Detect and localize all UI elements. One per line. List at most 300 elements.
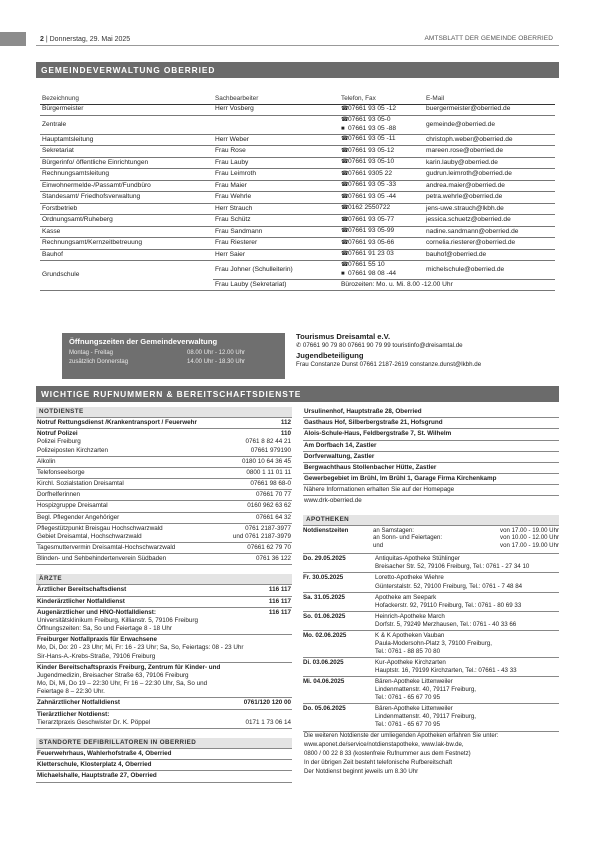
entry-value: 0761 36 122	[255, 555, 291, 563]
office-name: Ordnungsamt/Ruheberg	[40, 215, 213, 227]
pharmacy-line: Bären-Apotheke Littenweiler	[375, 678, 453, 686]
phone-number: 07661 9305 22	[348, 169, 393, 177]
pharmacy-details	[375, 705, 559, 729]
pharmacy-date: Do. 05.06.2025	[303, 705, 346, 713]
phone-line	[341, 227, 422, 236]
opening-hours-time: 14.00 Uhr - 18.30 Uhr	[187, 358, 246, 365]
service-entry	[36, 457, 292, 468]
phone-line	[341, 270, 422, 279]
service-entry	[36, 635, 292, 663]
office-person: Frau Sandmann	[213, 226, 339, 238]
phone-number: 07661 98 08 -44	[348, 269, 397, 277]
office-row	[40, 203, 555, 215]
office-name: Kasse	[40, 226, 213, 238]
defi-heading: STANDORTE DEFIBRILLATOREN IN OBERRIED	[36, 738, 292, 749]
defibrillator-location: Michaelshalle, Hauptstraße 27, Oberried	[36, 771, 292, 782]
office-name: Rechnungsamt/Kernzeitbetreuung	[40, 238, 213, 250]
office-name: Forstbetrieb	[40, 203, 213, 215]
phone-line	[341, 239, 422, 248]
phone-line	[341, 204, 422, 213]
entry-line	[37, 502, 291, 510]
office-person: Frau Lauby	[213, 157, 339, 169]
entry-label: Notruf Polizei	[37, 430, 78, 438]
youth-contact: Frau Constanze Dunst 07661 2187-2619 constanze.dunst@lkbh.de	[296, 360, 482, 368]
office-row	[40, 180, 555, 192]
entry-label: Notruf Rettungsdienst /Krankentransport / Feuerwehr	[37, 419, 197, 426]
office-email[interactable]: petra.wehrle@oberried.de	[424, 192, 555, 204]
more-info-text: Nähere Informationen erhalten Sie auf der Homepage	[303, 485, 559, 496]
phone-number: 07661 93 05-66	[348, 238, 395, 246]
pharmacy-footer-line: Die weiteren Notdienste der umliegenden Apotheken erfahren Sie unter:	[304, 732, 499, 739]
phone-line	[341, 105, 422, 114]
phone-number: 07661 93 05 -12	[348, 105, 397, 113]
pharmacy-details	[375, 555, 559, 571]
office-email[interactable]: cornelia.riesterer@oberried.de	[424, 238, 555, 250]
service-day: an Samstagen:	[373, 526, 414, 534]
page-header	[0, 32, 595, 46]
office-name: Grundschule	[40, 261, 213, 291]
entry-sublabel: Sir-Hans-A.-Krebs-Straße, 79106 Freiburg	[37, 652, 156, 660]
service-entry	[36, 663, 292, 699]
defibrillator-location: Feuerwehrhaus, Wahlerhofstraße 4, Oberried	[36, 749, 292, 760]
entry-subvalue: 07661 979190	[250, 446, 291, 454]
phone-icon: ☎	[341, 205, 349, 212]
phone-number: 07661 93 05-10	[348, 158, 395, 166]
school-office-hours: Bürozeiten: Mo. u. Mi. 8.00 -12.00 Uhr	[339, 279, 555, 291]
pharmacy-footer-line: Der Notdienst beginnt jeweils um 8.30 Uhr	[304, 767, 419, 775]
office-phone	[339, 261, 424, 280]
office-phone	[339, 215, 424, 227]
office-row	[40, 215, 555, 227]
entry-line	[37, 514, 291, 522]
col-header: E-Mail	[424, 94, 555, 104]
office-person: Frau Maier	[213, 180, 339, 192]
office-phone	[339, 116, 424, 135]
entry-value: 116 117	[268, 586, 291, 594]
pharmacy-line: Breisacher Str. 52, 79106 Freiburg, Tel.: 0761 - 27 34 10	[375, 563, 530, 571]
pharmacy-line: Loretto-Apotheke Wiehre	[375, 574, 444, 582]
office-directory-table	[40, 94, 555, 291]
phone-number: 07661 91 23 03	[348, 250, 394, 258]
pharmacy-footer-line: In der übrigen Zeit besteht telefonische Rufbereitschaft	[304, 758, 453, 766]
office-name: Rechnungsamtsleitung	[40, 169, 213, 181]
opening-hours-box	[62, 333, 285, 379]
phone-number: 07661 93 05-0	[348, 116, 391, 123]
issue-date: Donnerstag, 29. Mai 2025	[49, 36, 131, 43]
entry-label: Begl. Pflegender Angehöriger	[37, 513, 120, 521]
phone-icon: ☎	[341, 147, 349, 154]
office-person: Frau Lauby (Sekretariat)	[213, 279, 339, 291]
office-row	[40, 146, 555, 158]
service-time: von 17.00 - 19.00 Uhr	[500, 542, 559, 550]
phone-number: 0162 2550722	[348, 204, 391, 212]
office-email[interactable]: mareen.rose@oberried.de	[424, 146, 555, 158]
office-phone	[339, 134, 424, 146]
entry-value: 116 117	[268, 597, 291, 605]
entry-label: Augenärztlicher und HNO-Notfalldienst:	[37, 608, 156, 616]
publication-title: AMTSBLATT DER GEMEINDE OBERRIED	[424, 35, 553, 42]
phone-icon: ☎	[341, 216, 349, 223]
office-row	[40, 169, 555, 181]
office-row	[40, 192, 555, 204]
phone-line	[341, 261, 422, 270]
entry-label: Freiburger Notfallpraxis für Erwachsene	[37, 636, 158, 644]
pharmacy-date: Mi. 04.06.2025	[303, 678, 345, 686]
phone-number: 07661 93 05 -44	[348, 192, 397, 200]
office-row	[40, 134, 555, 146]
phone-icon: ☎	[341, 239, 349, 246]
pharmacy-row	[303, 658, 559, 677]
defibrillator-location: Dorfverwaltung, Zastler	[303, 452, 559, 463]
col-header: Telefon, Fax	[339, 94, 424, 104]
entry-subline	[37, 680, 291, 688]
defibrillator-location: Alois-Schule-Haus, Feldbergstraße 7, St. Wilhelm	[303, 429, 559, 440]
pharmacy-date: Mo. 02.06.2025	[303, 631, 347, 639]
service-entry	[36, 501, 292, 512]
office-email[interactable]: andrea.maier@oberried.de	[424, 180, 555, 192]
entry-subline	[37, 625, 291, 633]
entry-line	[37, 469, 291, 477]
phone-line	[341, 181, 422, 190]
phone-number: 07661 93 05-12	[348, 146, 395, 154]
phone-line	[341, 158, 422, 167]
page-info: 2 | Donnerstag, 29. Mai 2025	[40, 36, 131, 43]
header-rule	[36, 45, 559, 46]
office-person: Herr Strauch	[213, 203, 339, 215]
office-row	[40, 104, 555, 116]
service-entry	[36, 597, 292, 608]
pharmacy-date: Sa. 31.05.2025	[303, 593, 345, 601]
admin-section-title: GEMEINDEVERWALTUNG OBERRIED	[36, 62, 559, 78]
office-phone	[339, 192, 424, 204]
office-phone	[339, 226, 424, 238]
pharmacy-line: Tel.: 0761 - 65 67 70 95	[375, 721, 441, 729]
office-name: Bürgermeister	[40, 104, 213, 116]
entry-subvalue: 0761 8 82 44 21	[245, 438, 291, 446]
pharmacy-details	[375, 613, 559, 629]
entry-label: Tagesmuttervermin Dreisamtal-Hochschwarzwald	[37, 544, 176, 552]
entry-sublabel: Mo, Di, Mi, Do 19 – 22:30 Uhr, Fr 16 – 22:30 Uhr, Sa, So und	[37, 680, 208, 688]
entry-label: Zahnärztlicher Notfalldienst	[37, 699, 120, 707]
phone-icon: ☎	[341, 170, 349, 177]
entry-value: 116 117	[268, 608, 291, 616]
opening-hours-label: zusätzlich Donnerstag	[69, 358, 129, 365]
pharmacy-date: So. 01.06.2025	[303, 612, 346, 620]
phone-number: 07661 93 05 -11	[348, 135, 396, 143]
defibrillator-location: Kletterschule, Klosterplatz 4, Oberried	[36, 760, 292, 771]
entry-label: Pflegestützpunkt Breisgau Hochschwarzwald	[37, 524, 163, 532]
entry-line	[37, 711, 291, 719]
office-email[interactable]: gemeinde@oberried.de	[424, 116, 555, 135]
office-email[interactable]: christoph.weber@oberried.de	[424, 134, 555, 146]
pharmacy-row	[303, 704, 559, 731]
pharmacy-line: Lindenmattenstr. 40, 79117 Freiburg,	[375, 686, 477, 694]
office-email[interactable]: jessica.schuetz@oberried.de	[424, 215, 555, 227]
phone-icon: ☎	[341, 251, 349, 258]
entry-label: Blinden- und Sehbehindertenverein Südbaden	[37, 555, 167, 563]
office-person: Frau Rose	[213, 146, 339, 158]
entry-value: 07661 98 68-0	[250, 480, 291, 488]
phone-icon: ☎	[341, 106, 349, 113]
pharmacy-line: Heinrich-Apotheke March	[375, 612, 445, 620]
service-entry	[36, 698, 292, 709]
service-entry	[36, 543, 292, 554]
phone-number: 07661 93 05 -33	[348, 181, 397, 189]
office-email[interactable]: jens-uwe.strauch@lkbh.de	[424, 203, 555, 215]
defibrillator-location: Gasthaus Hof, Silberbergstraße 21, Hofsgrund	[303, 418, 559, 429]
entry-subvalue: 0171 1 73 06 14	[245, 718, 291, 726]
entry-subvalue: und 0761 2187-3979	[232, 532, 291, 540]
office-name: Sekretariat	[40, 146, 213, 158]
office-person: Frau Riesterer	[213, 238, 339, 250]
opening-hours-row	[69, 350, 278, 359]
entry-line	[37, 430, 291, 438]
phone-line	[341, 216, 422, 225]
entry-value: 0761/120 120 00	[243, 699, 291, 707]
tourism-info	[296, 332, 556, 370]
office-phone	[339, 180, 424, 192]
office-name: Bauhof	[40, 249, 213, 261]
entry-line	[37, 699, 291, 707]
pharmacy-line: Antiquitas-Apotheke Stühlinger	[375, 555, 460, 563]
entry-label: Kinder Bereitschaftspraxis Freiburg, Zentrum für Kinder- und	[37, 663, 221, 671]
pharmacy-date: Di. 03.06.2025	[303, 659, 344, 666]
pharmacy-line: Tel.: 0761 - 88 85 70 80	[375, 647, 441, 655]
phone-icon: ☎	[341, 182, 349, 189]
service-entry	[36, 429, 292, 457]
pharmacy-row	[303, 612, 559, 631]
office-phone	[339, 203, 424, 215]
pharmacy-row	[303, 573, 559, 592]
entry-value: 110	[280, 430, 291, 438]
service-hours-label: Notdienstzeiten	[303, 526, 349, 534]
entry-label: Kinderärztlicher Notfalldienst	[37, 597, 125, 605]
pharmacy-details	[375, 678, 559, 702]
apotheken-heading: APOTHEKEN	[303, 515, 559, 526]
office-row	[40, 157, 555, 169]
service-day: und	[373, 542, 384, 550]
service-time: von 17.00 - 19.00 Uhr	[500, 526, 559, 534]
entry-label: Kirchl. Sozialstation Dreisamtal	[37, 480, 124, 488]
phone-icon: ☎	[341, 136, 349, 143]
service-entry	[36, 513, 292, 524]
right-column	[303, 407, 559, 776]
office-email[interactable]: michelschule@oberried.de	[424, 261, 555, 280]
entry-line	[37, 664, 291, 672]
defibrillator-location: Gewerbegebiet im Brühl, Im Brühl 1, Garage Firma Kirchenkamp	[303, 474, 559, 485]
entry-value: 0761 2187-3977	[245, 524, 291, 532]
service-entry	[36, 608, 292, 636]
entry-subline	[37, 653, 291, 661]
office-row	[40, 116, 555, 135]
entry-value: 0180 10 64 36 45	[241, 457, 291, 465]
entry-value: 112	[280, 419, 291, 426]
service-day: an Sonn- und Feiertagen:	[373, 534, 443, 542]
pharmacy-line: Dorfstr. 5, 79249 Merzhausen, Tel.: 0761 - 40 33 66	[375, 620, 517, 628]
phone-number: 07661 93 05 -88	[348, 124, 397, 132]
col-header: Sachbearbeiter	[213, 94, 339, 104]
office-phone	[339, 157, 424, 169]
entry-label: Dorfhelferinnen	[37, 491, 81, 499]
left-column	[36, 407, 292, 783]
entry-label: Telefonseelsorge	[37, 468, 85, 476]
pharmacy-footer-line: 0800 / 00 22 8 33 (kostenfreie Rufnummer aus dem Festnetz)	[304, 749, 471, 757]
pharmacy-details	[375, 594, 559, 610]
entry-sublabel: Universitätsklinikum Freiburg, Killianstr. 5, 79106 Freiburg	[37, 616, 198, 624]
office-person: Herr Saier	[213, 249, 339, 261]
fax-icon: ■	[341, 270, 345, 277]
numbers-section-title: WICHTIGE RUFNUMMERN & BEREITSCHAFTSDIENSTE	[36, 386, 559, 402]
entry-subline	[37, 644, 291, 652]
entry-line	[37, 525, 291, 533]
office-name: Bürgerinfo/ öffentliche Einrichtungen	[40, 157, 213, 169]
office-phone	[339, 146, 424, 158]
office-person: Frau Johner (Schulleiterin)	[213, 261, 339, 280]
service-entry	[36, 710, 292, 729]
pharmacy-line: K & K Apotheken Vauban	[375, 631, 445, 639]
notdienste-heading: NOTDIENSTE	[36, 407, 292, 418]
office-person: Frau Schütz	[213, 215, 339, 227]
office-phone	[339, 104, 424, 116]
office-row	[40, 226, 555, 238]
pharmacy-row	[303, 554, 559, 573]
pharmacy-row	[303, 593, 559, 612]
entry-sublabel: Polizeiposten Kirchzarten	[37, 446, 109, 454]
pharmacy-line: Hofackerstr. 92, 79110 Freiburg, Tel.: 0761 - 80 69 33	[375, 601, 522, 609]
phone-icon: ✆	[296, 341, 303, 349]
entry-line	[37, 491, 291, 499]
phone-number: 07661 93 05-99	[348, 227, 395, 235]
defibrillator-location: Bergwachthaus Stollenbacher Hütte, Zastler	[303, 463, 559, 474]
office-name: Hauptamtsleitung	[40, 134, 213, 146]
entry-value: 07661 70 77	[255, 491, 291, 499]
phone-line	[341, 125, 422, 134]
office-email[interactable]: nadine.sandmann@oberried.de	[424, 226, 555, 238]
phone-number: 07661 55 10	[348, 261, 385, 269]
pharmacy-details	[375, 632, 559, 656]
service-entry	[36, 585, 292, 596]
page-marker	[0, 32, 26, 46]
entry-subline	[37, 672, 291, 680]
entry-label: Ärztlicher Bereitschaftsdienst	[37, 586, 127, 594]
entry-label: Tierärztlicher Notdienst:	[37, 710, 110, 718]
phone-line	[341, 170, 422, 179]
tourism-title: Tourismus Dreisamtal e.V.	[296, 332, 391, 341]
pharmacy-line: Kur-Apotheke Kirchzarten	[375, 659, 446, 666]
page-number: 2	[40, 36, 44, 43]
entry-line	[37, 636, 291, 644]
pharmacy-line: Tel.: 0761 - 65 67 70 95	[375, 694, 441, 702]
pharmacy-service-hours	[303, 526, 559, 555]
office-row-school	[40, 261, 555, 280]
office-person: Frau Wehrle	[213, 192, 339, 204]
pharmacy-row	[303, 631, 559, 658]
office-row	[40, 238, 555, 250]
pharmacy-line: Lindenmattenstr. 40, 79117 Freiburg,	[375, 713, 477, 721]
office-row	[40, 249, 555, 261]
entry-sublabel: Öffnungszeiten: Sa, So und Feiertage 8 - 18 Uhr	[37, 625, 172, 633]
phone-line	[341, 135, 422, 144]
office-email[interactable]: karin.lauby@oberried.de	[424, 157, 555, 169]
entry-line	[37, 555, 291, 563]
office-phone	[339, 249, 424, 261]
entry-line	[37, 609, 291, 617]
service-days	[373, 527, 493, 551]
entry-subline	[37, 438, 291, 446]
service-entry	[36, 479, 292, 490]
office-phone	[339, 169, 424, 181]
entry-sublabel: Feiertage 8 – 22:30 Uhr.	[37, 688, 105, 696]
office-email[interactable]: gudrun.leimroth@oberried.de	[424, 169, 555, 181]
drk-website[interactable]: www.drk-oberried.de	[304, 497, 362, 505]
service-time: von 10.00 - 12.00 Uhr	[500, 534, 559, 542]
pharmacy-line: Hauptstr. 16, 79199 Kirchzarten, Tel.: 07661 - 43 33	[375, 667, 517, 675]
entry-subline	[37, 688, 291, 696]
entry-subline	[37, 719, 291, 727]
office-name: Einwohnermelde-/Passamt/Fundbüro	[40, 180, 213, 192]
office-person: Herr Weber	[213, 134, 339, 146]
entry-sublabel: Polizei Freiburg	[37, 438, 81, 446]
entry-line	[37, 598, 291, 606]
entry-subline	[37, 617, 291, 625]
pharmacy-line: Paula-Modersohn-Platz 3, 79100 Freiburg,	[375, 639, 492, 647]
entry-line	[37, 544, 291, 552]
opening-hours-time: 08.00 Uhr - 12.00 Uhr	[187, 349, 246, 356]
entry-sublabel: Tierarztpraxis Geschwister Dr. K. Pöppel	[37, 718, 151, 726]
service-entry	[36, 490, 292, 501]
office-table-header	[40, 94, 555, 104]
phone-number: 07661 93 05-77	[348, 215, 395, 223]
phone-icon: ☎	[341, 228, 349, 235]
office-person	[213, 116, 339, 135]
pharmacy-line: Apotheke am Seepark	[375, 593, 437, 601]
entry-value: 0160 962 63 62	[247, 502, 291, 510]
entry-label: Alkolin	[37, 457, 56, 465]
office-person: Frau Leimroth	[213, 169, 339, 181]
phone-icon: ☎	[341, 262, 349, 269]
entry-line	[37, 480, 291, 488]
office-name: Standesamt/ Friedhofsverwaltung	[40, 192, 213, 204]
pharmacy-footer-line[interactable]: www.aponet.de/service/notdienstapotheke, www.lak-bw.de,	[304, 740, 464, 748]
entry-value: 07661 62 79 70	[247, 544, 291, 552]
col-header: Bezeichnung	[40, 94, 213, 104]
opening-hours-title: Öffnungszeiten der Gemeindeverwaltung	[69, 337, 218, 346]
entry-subline	[37, 533, 291, 541]
entry-line	[37, 419, 291, 427]
service-entry	[36, 468, 292, 479]
entry-sublabel: Mo, Di, Do: 20 - 23 Uhr; Mi, Fr: 16 - 23 Uhr; Sa, So, Feiertags: 08 - 23 Uhr	[37, 644, 244, 652]
phone-icon: ☎	[341, 117, 349, 123]
phone-line	[341, 193, 422, 202]
aerzte-heading: ÄRZTE	[36, 574, 292, 585]
pharmacy-details	[375, 659, 559, 675]
service-entry	[36, 554, 292, 565]
entry-subline	[37, 447, 291, 455]
office-phone	[339, 238, 424, 250]
office-person: Herr Vosberg	[213, 104, 339, 116]
office-email[interactable]: bauhof@oberried.de	[424, 249, 555, 261]
entry-line	[37, 586, 291, 594]
phone-icon: ☎	[341, 159, 349, 166]
office-email[interactable]: buergermeister@oberried.de	[424, 104, 555, 116]
pharmacy-line: Günterstalstr. 52, 79100 Freiburg, Tel.: 0761 - 7 48 84	[375, 582, 523, 590]
tourism-contact: ✆ 07661 90 79 80 07661 90 79 99 touristinfo@dreisamtal.de	[296, 341, 463, 349]
opening-hours-label: Montag - Freitag	[69, 349, 114, 356]
fax-icon: ■	[341, 125, 345, 132]
pharmacy-line: Bären-Apotheke Littenweiler	[375, 705, 453, 713]
entry-value: 07661 64 32	[255, 513, 291, 521]
service-entry	[36, 418, 292, 429]
